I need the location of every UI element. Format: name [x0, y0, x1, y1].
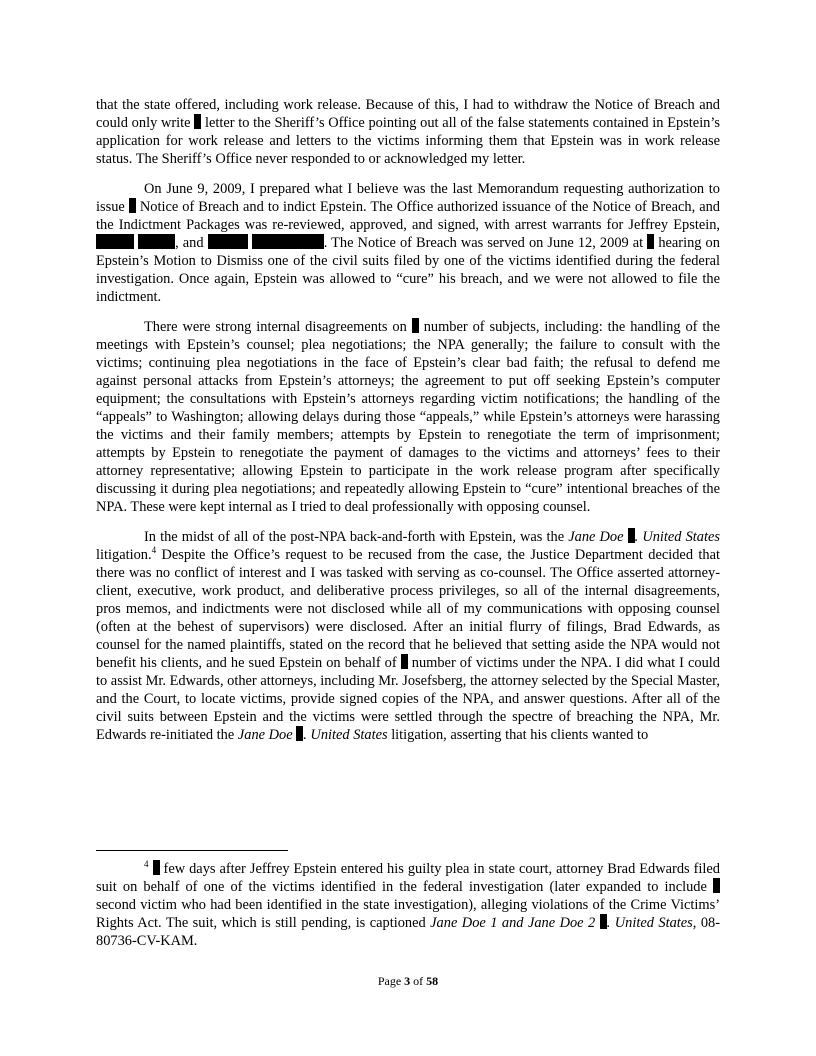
text-run: second victim who had been identified in the state investigation), alleging violations of the Crime Victims’ Rights Act. The suit, which is still pending, is captioned [96, 897, 720, 931]
paragraph-3 [96, 318, 720, 516]
text-run: , 08-80736-CV-KAM. [96, 915, 721, 949]
text-run: Notice of Breach and to indict Epstein. The Office authorized issuance of the Notice of Breach, and the Indictment Packages was re-reviewed, approved, and signed, with arrest warrants for Jeffrey Epstein, [96, 199, 720, 233]
paragraph-1 [96, 96, 720, 168]
redaction-block [208, 234, 248, 249]
case-name: . United States [634, 529, 720, 545]
text-run: . The Notice of Breach was served on June 12, 2009 at [323, 235, 644, 251]
case-name: Jane Doe [568, 529, 624, 545]
text-run: litigation, asserting that his clients wanted to [391, 727, 649, 743]
text-run: , and [175, 235, 204, 251]
redaction-block [129, 198, 136, 213]
case-name: Jane Doe 1 and Jane Doe 2 [430, 915, 596, 931]
redaction-block [194, 114, 201, 129]
text-run: few days after Jeffrey Epstein entered his guilty plea in state court, attorney Brad Edwards filed suit on behalf of one of the victims identified in the federal investigation (later expanded to include [96, 861, 720, 895]
text-run: There were strong internal disagreements on [144, 319, 407, 335]
footnote-divider [96, 850, 288, 851]
case-name: . United States [606, 915, 693, 931]
text-run: litigation. [96, 547, 152, 563]
redaction-block [153, 860, 160, 875]
text-run: number of subjects, including: the handling of the meetings with Epstein’s counsel; plea negotiations; the NPA generally; the failure to consult with the victims; continuing plea negotiations in the face of Epstein’s clear bad faith; the refusal to defend me against personal attacks from Epstein’s attorneys; the agreement to put off seeking Epstein’s computer equipment; the consultations with Epstein’s attorneys regarding victim notifications; the handling of the “appeals” to Washington; allowing delays during those “appeals,” while Epstein’s attorneys were harassing the victims and their family members; attempts by Epstein to renegotiate the term of imprisonment; attempts by Epstein to renegotiate the payment of damages to the victims and attorneys’ fees to their attorney representative; allowing Epstein to participate in the work release program after specifically discussing it during plea negotiations; and repeatedly allowing Epstein to “cure” intentional breaches of the NPA. These were kept internal as I tried to deal professionally with opposing counsel. [96, 319, 720, 515]
redaction-block [713, 878, 720, 893]
of-label: of [413, 974, 424, 988]
redaction-block [401, 654, 408, 669]
text-run: On June 9, 2009, I prepared what I believe was the last Memorandum requesting authorization to issue [96, 181, 720, 215]
text-run: In the midst of all of the post-NPA back-and-forth with Epstein, was the [144, 529, 565, 545]
footnote-number: 4 [144, 859, 149, 870]
redaction-block [138, 234, 175, 249]
case-name: . United States [303, 727, 388, 743]
total-pages: 58 [426, 974, 439, 988]
text-run: that the state offered, including work release. Because of this, I had to withdraw the Notice of Breach and could only write [96, 97, 720, 131]
paragraph-2 [96, 180, 720, 306]
page-number: 3 [404, 974, 411, 988]
redaction-block [412, 318, 419, 333]
paragraph-4 [96, 528, 720, 744]
page-label: Page [377, 974, 402, 988]
footnote-4 [96, 860, 720, 962]
redaction-block [647, 234, 654, 249]
footnote-reference: 4 [151, 545, 157, 556]
page-footer [0, 974, 816, 989]
case-name: Jane Doe [237, 727, 293, 743]
text-run: hearing on Epstein’s Motion to Dismiss one of the civil suits filed by one of the victims identified during the federal investigation. Once again, Epstein was allowed to “cure” his breach, and we were not allowed to file the indictment. [96, 235, 720, 305]
document-body [96, 96, 720, 756]
redaction-block [600, 914, 607, 929]
redaction-block [252, 234, 324, 249]
redaction-block [628, 528, 635, 543]
redaction-block [96, 234, 134, 249]
text-run: letter to the Sheriff’s Office pointing out all of the false statements contained in Epstein’s application for work release and letters to the victims informing them that Epstein was in work release status. The Sheriff’s Office never responded to or acknowledged my letter. [96, 115, 720, 167]
text-run: Despite the Office’s request to be recused from the case, the Justice Department decided that there was no conflict of interest and I was tasked with serving as co-counsel. The Office asserted attorney-client, executive, work product, and deliberative process privileges, so all of the internal disagreements, pros memos, and indictments were not disclosed while all of my communications with opposing counsel (often at the behest of supervisors) were disclosed. After an initial flurry of filings, Brad Edwards, as counsel for the named plaintiffs, stated on the record that he believed that setting aside the NPA would not benefit his clients, and he sued Epstein on behalf of [96, 547, 720, 671]
text-run: number of victims under the NPA. I did what I could to assist Mr. Edwards, other attorneys, including Mr. Josefsberg, the attorney selected by the Special Master, and the Court, to locate victims, provide signed copies of the NPA, and answer questions. After all of the civil suits between Epstein and the victims were settled through the spectre of breaching the NPA, Mr. Edwards re-initiated the [96, 655, 720, 743]
